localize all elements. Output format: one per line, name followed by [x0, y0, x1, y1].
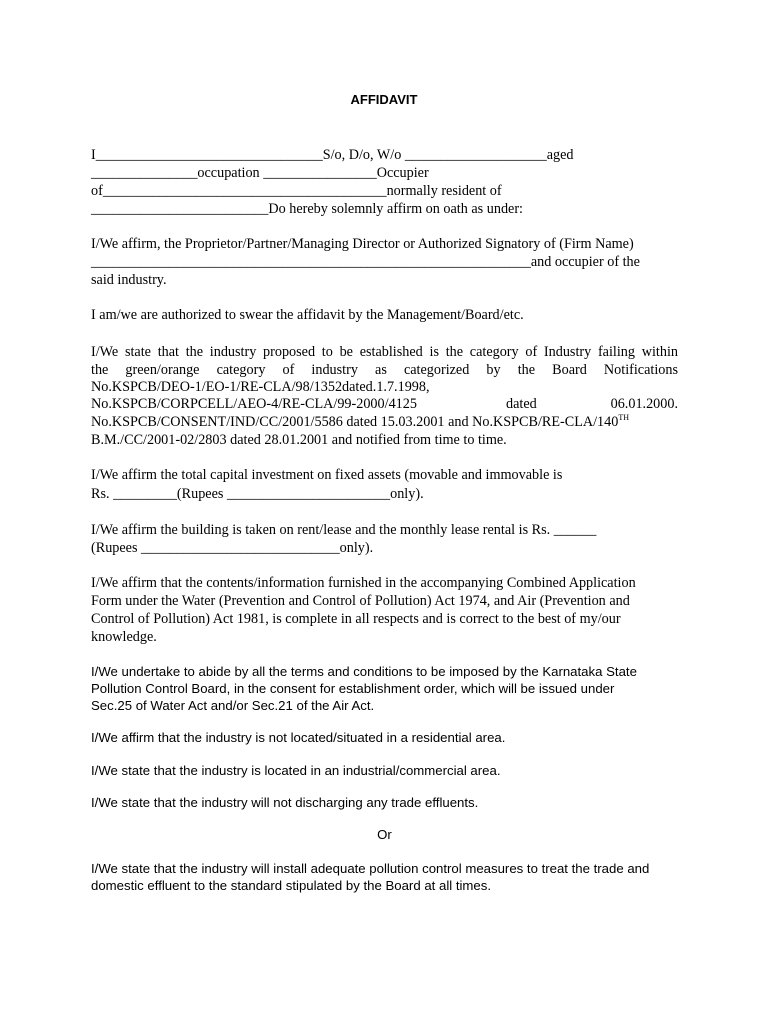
- intro-line: I________________________________S/o, D/o, W/o ____________________aged: [91, 147, 574, 163]
- intro-line: _______________occupation ________________Occupier: [91, 165, 429, 181]
- notification-date: 06.01.2000.: [610, 396, 678, 412]
- undertake-paragraph-line: Pollution Control Board, in the consent for establishment order, which will be issued under: [91, 681, 615, 696]
- undertake-paragraph-line: I/We undertake to abide by all the terms and conditions to be imposed by the Karnataka State: [91, 664, 637, 679]
- superscript-th: TH: [618, 413, 630, 422]
- category-paragraph-line: No.KSPCB/DEO-1/EO-1/RE-CLA/98/1352dated.1.7.1998,: [91, 379, 430, 395]
- install-paragraph-line: I/We state that the industry will install adequate pollution control measures to treat the trade and: [91, 861, 650, 876]
- notification-text: No.KSPCB/CONSENT/IND/CC/2001/5586 dated 15.03.2001 and No.KSPCB/RE-CLA/140: [91, 414, 619, 430]
- authorized-paragraph: I am/we are authorized to swear the affidavit by the Management/Board/etc.: [91, 307, 524, 323]
- capital-paragraph-line: Rs. _________(Rupees _______________________only).: [91, 486, 424, 502]
- install-paragraph-line: domestic effluent to the standard stipulated by the Board at all times.: [91, 878, 492, 893]
- intro-line: _________________________Do hereby solemnly affirm on oath as under:: [91, 201, 523, 217]
- intro-line: of________________________________________normally resident of: [91, 183, 502, 199]
- document-title: AFFIDAVIT: [350, 92, 418, 107]
- rent-paragraph-line: (Rupees ____________________________only).: [91, 540, 374, 556]
- dated-label: dated: [506, 396, 537, 412]
- capital-paragraph-line: I/We affirm the total capital investment on fixed assets (movable and immovable is: [91, 467, 563, 483]
- category-paragraph-line: the green/orange category of industry as categorized by the Board Notifications: [91, 362, 678, 378]
- category-paragraph-line: I/We state that the industry proposed to be established is the category of Industry failing within: [91, 344, 678, 360]
- firm-paragraph-line: said industry.: [91, 272, 167, 288]
- rent-paragraph-line: I/We affirm the building is taken on rent/lease and the monthly lease rental is Rs. ______: [91, 522, 597, 538]
- effluents-paragraph: I/We state that the industry will not discharging any trade effluents.: [91, 795, 479, 810]
- undertake-paragraph-line: Sec.25 of Water Act and/or Sec.21 of the Air Act.: [91, 698, 375, 713]
- contents-paragraph-line: Form under the Water (Prevention and Control of Pollution) Act 1974, and Air (Prevention and: [91, 593, 630, 609]
- notification-number: No.KSPCB/CORPCELL/AEO-4/RE-CLA/99-2000/4125: [91, 396, 417, 412]
- contents-paragraph-line: I/We affirm that the contents/information furnished in the accompanying Combined Application: [91, 575, 636, 591]
- or-separator: Or: [377, 827, 392, 842]
- category-paragraph-line: [91, 413, 678, 431]
- category-paragraph-line: B.M./CC/2001-02/2803 dated 28.01.2001 and notified from time to time.: [91, 432, 507, 448]
- contents-paragraph-line: Control of Pollution) Act 1981, is complete in all respects and is correct to the best of my/our: [91, 611, 621, 627]
- contents-paragraph-line: knowledge.: [91, 629, 157, 645]
- industrial-paragraph: I/We state that the industry is located in an industrial/commercial area.: [91, 763, 501, 778]
- firm-paragraph-line: ______________________________________________________________and occupier of the: [91, 254, 640, 270]
- category-paragraph-line: [91, 395, 678, 413]
- firm-paragraph-line: I/We affirm, the Proprietor/Partner/Managing Director or Authorized Signatory of (Firm Name): [91, 236, 634, 252]
- residential-paragraph: I/We affirm that the industry is not located/situated in a residential area.: [91, 730, 506, 745]
